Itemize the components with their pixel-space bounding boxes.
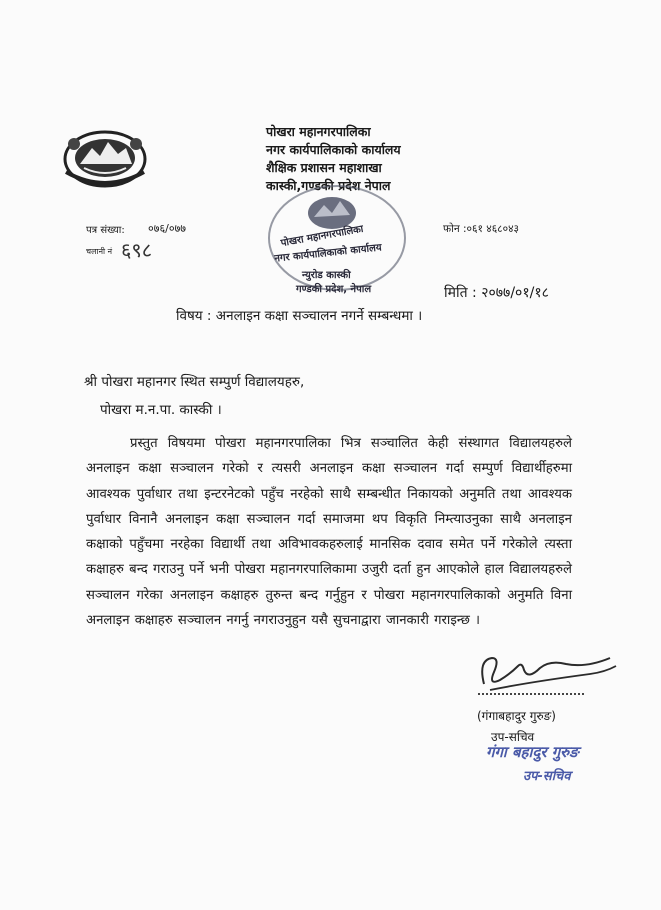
stamp-line: न्युरोड कास्की xyxy=(302,270,351,281)
title-stamp: उप-सचिव xyxy=(523,769,571,784)
government-emblem-icon xyxy=(62,128,148,190)
name-stamp: गंगा बहादुर गुरुङ xyxy=(486,743,579,761)
signature-line xyxy=(478,693,584,695)
letter-body: प्रस्तुत विषयमा पोखरा महानगरपालिका भित्र सञ्चालित केही संस्थागत विद्यालयहरुले अनलाइन कक्षा सञ्चालन गरेको र त्यसरी अनलाइन कक्षा सञ्चालन गर्दा सम्पुर्ण विद्यार्थीहरुमा आवश्यक पुर्वाधार तथा इन्टरनेटको पहुँच नरहेको साथै सम्बन्धीत निकायको अनुमति तथा आवश्यक पुर्वाधार विनानै अनलाइन कक्षा सञ्चालन गर्दा समाजमा थप विकृति निम्त्याउनुका साथै अनलाइन कक्षाको पहुँचमा नरहेका विद्यार्थी तथा अविभावकहरुलाई मानसिक दवाव समेत पर्ने गरेकोले त्यस्ता कक्षाहरु बन्द गराउनु पर्ने भनी पोखरा महानगरपालिकामा उजुरी दर्ता हुन आएकोले हाल विद्यालयहरुले सञ्चालन गरेका अनलाइन कक्षाहरु तुरुन्त बन्द गर्नुहुन र पोखरा महानगरपालिकाको अनुमति विना अनलाइन कक्षाहरु सञ्चालन नगर्नु नगराउनुहुन यसै सुचनाद्वारा जानकारी गराइन्छ । xyxy=(86,436,572,629)
office-address: कास्की,गण्डकी प्रदेश नेपाल xyxy=(266,178,391,193)
signatory-title: उप-सचिव xyxy=(491,730,535,744)
patra-sankhya-label: पत्र संख्या: xyxy=(86,225,125,236)
letter-date: मिति : २०७७/०१/१८ xyxy=(444,285,549,301)
stamp-line: पोखरा महानगरपालिका xyxy=(279,223,365,250)
recipient-line-1: श्री पोखरा महानगर स्थित सम्पुर्ण विद्यालयहरु, xyxy=(84,374,305,390)
office-subtitle: नगर कार्यपालिकाको कार्यालय xyxy=(266,142,401,157)
chalani-label: चलानी नं xyxy=(86,247,113,256)
official-stamp xyxy=(262,183,412,303)
chalani-number: ६९८ xyxy=(121,238,153,262)
office-name: पोखरा महानगरपालिका xyxy=(266,124,371,139)
letter-subject: विषय : अनलाइन कक्षा सञ्चालन नगर्ने सम्बन्धमा । xyxy=(176,308,423,324)
phone-number: फोन :०६१ ४६८०४३ xyxy=(443,223,519,235)
recipient-line-2: पोखरा म.न.पा. कास्की । xyxy=(100,402,222,418)
signatory-name: (गंगाबहादुर गुरुङ) xyxy=(477,709,556,723)
patra-sankhya-value: ०७६/०७७ xyxy=(148,222,187,235)
stamp-line: गण्डकी प्रदेश, नेपाल xyxy=(296,284,372,295)
office-division: शैक्षिक प्रशासन महाशाखा xyxy=(266,160,382,175)
stamp-line: नगर कार्यपालिकाको कार्यालय xyxy=(273,242,383,265)
